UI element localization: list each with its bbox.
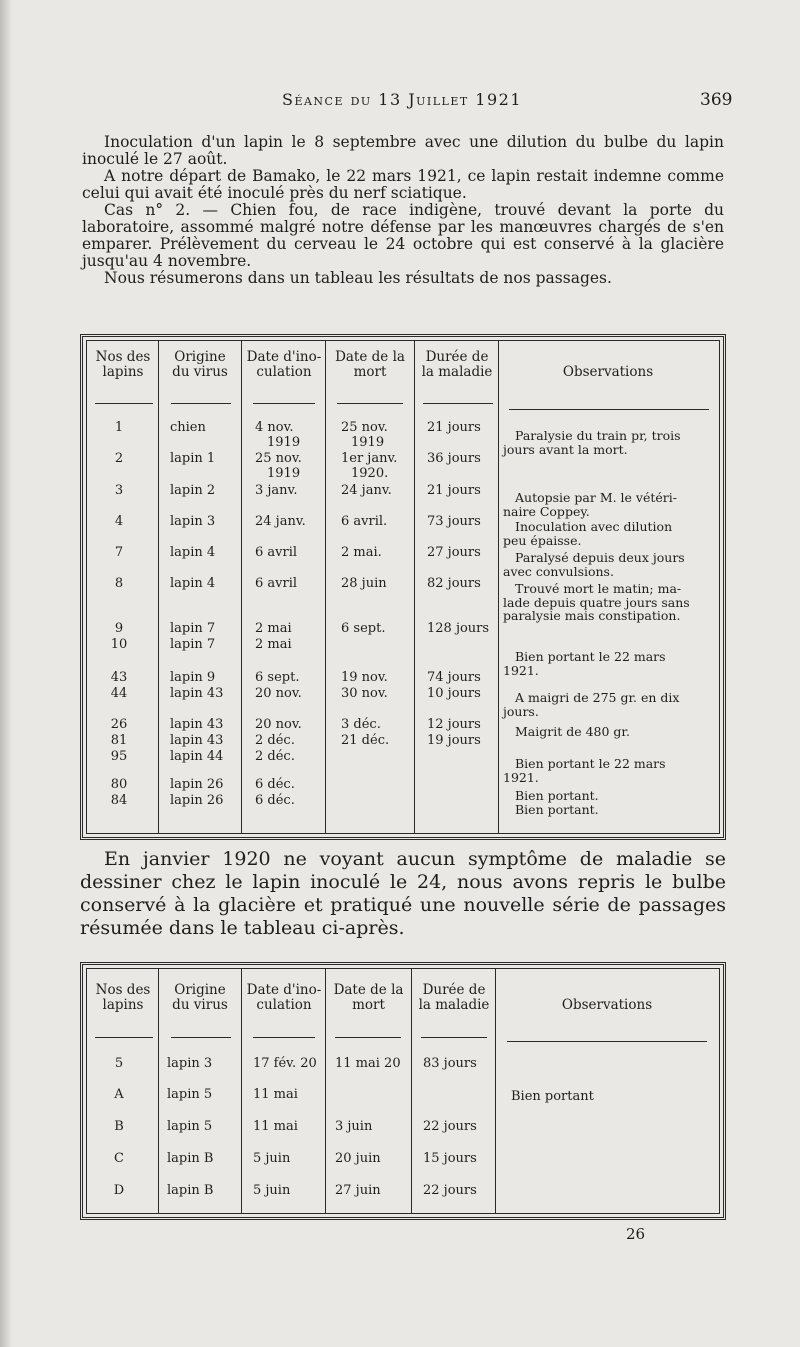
header-line: culation <box>256 997 312 1013</box>
observation-3 <box>503 520 717 547</box>
table-cell-duree: 15 jours <box>423 1151 477 1166</box>
table-cell-mort: 19 nov. <box>341 670 388 685</box>
observation-line: Bien portant. <box>515 788 599 803</box>
body-text-top <box>82 134 724 287</box>
observation-line: Bien portant le 22 mars <box>515 756 666 771</box>
table-cell-ino: 20 nov. <box>255 717 302 732</box>
paragraph: A notre départ de Bamako, le 22 mars 1921, ce lapin restait indemne comme celui qui avait été inoculé près du nerf sciatique. <box>82 167 724 202</box>
table-cell-origine: lapin 4 <box>170 545 216 560</box>
header-title: Séance du 13 Juillet 1921 <box>282 90 523 109</box>
header-duree <box>415 350 499 380</box>
table-cell-n: 84 <box>110 793 128 808</box>
table-cell-n: 95 <box>110 749 128 764</box>
header-inoculation <box>242 983 326 1013</box>
table-cell-n: 44 <box>110 686 128 701</box>
column-divider <box>241 341 242 833</box>
table-cell-mort: 27 juin <box>335 1183 381 1198</box>
observation-7 <box>503 691 717 718</box>
table-cell-ino2: 1919 <box>267 435 301 450</box>
column-divider <box>325 341 326 833</box>
table-cell-n: 9 <box>114 621 124 636</box>
table-cell-duree: 22 jours <box>423 1119 477 1134</box>
observation-line: 1921. <box>503 769 539 785</box>
header-rule <box>253 1037 315 1038</box>
observation-line: Maigrit de 480 gr. <box>515 724 631 739</box>
table-cell-duree: 82 jours <box>427 576 481 591</box>
table-cell-origine: lapin 3 <box>167 1056 213 1071</box>
observation-line: paralysie mais constipation. <box>503 608 681 623</box>
observation-line: Inoculation avec dilution <box>515 519 673 534</box>
table-cell-ino: 17 fév. 20 <box>253 1056 317 1071</box>
table-cell-duree: 21 jours <box>427 483 481 498</box>
body-text-middle <box>80 848 726 940</box>
table-cell-n: 26 <box>110 717 128 732</box>
table-cell-mort: 30 nov. <box>341 686 388 701</box>
table-cell-origine: lapin 3 <box>170 514 216 529</box>
header-line: Nos des <box>95 982 151 998</box>
header-line: lapins <box>102 364 144 380</box>
table-cell-mort2: 1919 <box>351 435 385 450</box>
header-line: Date d'ino- <box>246 982 322 998</box>
table-cell-n: 81 <box>110 733 128 748</box>
table-cell-mort: 24 janv. <box>341 483 392 498</box>
table-cell-n: 10 <box>110 637 128 652</box>
observation-cell: Bien portant <box>511 1089 594 1104</box>
table-cell-origine: lapin 44 <box>170 749 224 764</box>
observation-11 <box>503 803 717 817</box>
table-cell-mort: 21 déc. <box>341 733 390 748</box>
table-cell-mort: 6 sept. <box>341 621 386 636</box>
table-cell-ino: 2 déc. <box>255 733 295 748</box>
table-cell-ino: 2 mai <box>255 621 292 636</box>
header-lapins <box>89 983 157 1013</box>
table-cell-ino: 5 juin <box>253 1151 291 1166</box>
table-cell-origine: lapin 7 <box>170 637 216 652</box>
paragraph: En janvier 1920 ne voyant aucun symptôme de maladie se dessiner chez le lapin inoculé le 24, nous avons repris le bulbe conservé à la glacière et pratiqué une nouvelle série de passages résumée dans le tableau ci-après. <box>80 848 726 939</box>
header-rule <box>171 1037 231 1038</box>
table-cell-n: B <box>114 1119 124 1134</box>
header-rule <box>509 409 709 410</box>
observation-line: Autopsie par M. le vétéri- <box>515 490 678 505</box>
paragraph: Nous résumerons dans un tableau les résultats de nos passages. <box>104 269 612 287</box>
column-divider <box>158 341 159 833</box>
table-cell-origine: lapin 2 <box>170 483 216 498</box>
observation-6 <box>503 650 717 677</box>
table-cell-n: 7 <box>114 545 124 560</box>
table-cell-mort: 28 juin <box>341 576 387 591</box>
header-line: mort <box>352 997 385 1013</box>
header-mort <box>326 350 414 380</box>
table-cell-duree: 36 jours <box>427 451 481 466</box>
table-cell-n: 8 <box>114 576 124 591</box>
table-cell-origine: lapin 4 <box>170 576 216 591</box>
header-line: Nos des <box>95 349 151 365</box>
observation-line: Paralysé depuis deux jours <box>515 550 685 565</box>
table-cell-ino: 11 mai <box>253 1119 298 1134</box>
table-cell-n: 1 <box>114 420 124 435</box>
header-rule <box>421 1037 487 1038</box>
table-cell-origine: lapin 1 <box>170 451 216 466</box>
header-line: Durée de <box>425 349 489 365</box>
table-cell-origine: lapin 5 <box>167 1119 213 1134</box>
header-inoculation <box>242 350 326 380</box>
table-cell-duree: 74 jours <box>427 670 481 685</box>
table-cell-duree: 128 jours <box>427 621 490 636</box>
table-cell-ino: 3 janv. <box>255 483 298 498</box>
table-cell-ino: 11 mai <box>253 1087 298 1102</box>
column-divider <box>498 341 499 833</box>
table-cell-origine: chien <box>170 420 206 435</box>
header-observations <box>496 998 718 1013</box>
table-cell-n: 80 <box>110 777 128 792</box>
observation-4 <box>503 551 717 578</box>
table-cell-ino2: 1919 <box>267 466 301 481</box>
table-cell-ino: 20 nov. <box>255 686 302 701</box>
observation-line: avec convulsions. <box>503 563 614 579</box>
observation-8 <box>503 725 717 739</box>
table-cell-origine: lapin B <box>167 1183 214 1198</box>
table-cell-origine: lapin 7 <box>170 621 216 636</box>
header-line: Origine <box>174 349 226 365</box>
header-line: Date d'ino- <box>246 349 322 365</box>
table-cell-mort: 25 nov. <box>341 420 388 435</box>
table-cell-n: A <box>114 1087 124 1102</box>
table-cell-ino: 2 mai <box>255 637 292 652</box>
table-cell-n: 4 <box>114 514 124 529</box>
observation-line: A maigri de 275 gr. en dix <box>515 690 680 705</box>
table-cell-duree: 19 jours <box>427 733 481 748</box>
table-cell-origine: lapin 43 <box>170 686 224 701</box>
table-cell-origine: lapin 26 <box>170 777 224 792</box>
table-cell-n: 2 <box>114 451 124 466</box>
table-cell-mort: 1er janv. <box>341 451 398 466</box>
table-cell-mort: 2 mai. <box>341 545 382 560</box>
results-table-1 <box>80 334 726 840</box>
header-line: la maladie <box>421 364 493 380</box>
header-observations <box>499 365 717 380</box>
table-cell-ino: 4 nov. <box>255 420 294 435</box>
header-lapins <box>89 350 157 380</box>
column-divider <box>414 341 415 833</box>
table-cell-ino: 6 déc. <box>255 777 295 792</box>
header-rule <box>171 403 231 404</box>
observation-line: lade depuis quatre jours sans <box>503 594 690 610</box>
table-cell-origine: lapin 43 <box>170 733 224 748</box>
header-line: Origine <box>174 982 226 998</box>
header-line: mort <box>353 364 387 380</box>
table-cell-mort2: 1920. <box>351 466 389 481</box>
table-cell-duree: 21 jours <box>427 420 481 435</box>
header-line: du virus <box>172 997 228 1013</box>
header-origine <box>159 350 241 380</box>
signature-mark: 26 <box>626 1225 646 1243</box>
header-rule <box>95 1037 153 1038</box>
header-duree <box>412 983 496 1013</box>
table-cell-ino: 25 nov. <box>255 451 302 466</box>
paragraph: Inoculation d'un lapin le 8 septembre avec une dilution du bulbe du lapin inoculé le 27 août. <box>82 133 724 168</box>
observation-line: jours. <box>503 703 539 719</box>
observation-line: peu épaisse. <box>503 532 582 548</box>
table-cell-n: D <box>113 1183 125 1198</box>
running-header <box>0 88 800 114</box>
observation-9 <box>503 757 717 784</box>
table-cell-ino: 24 janv. <box>255 514 306 529</box>
page-binding-shadow <box>0 0 12 1347</box>
table-cell-mort: 3 déc. <box>341 717 381 732</box>
table-cell-origine: lapin B <box>167 1151 214 1166</box>
table-cell-n: 3 <box>114 483 124 498</box>
observation-10 <box>503 789 717 803</box>
observation-line: naire Coppey. <box>503 503 590 519</box>
observation-1 <box>503 429 717 456</box>
observation-2 <box>503 491 717 518</box>
table-cell-ino: 5 juin <box>253 1183 291 1198</box>
header-rule <box>253 403 315 404</box>
header-line: Observations <box>561 997 653 1013</box>
observation-line: Bien portant. <box>515 802 599 817</box>
table-cell-mort: 20 juin <box>335 1151 381 1166</box>
header-rule <box>335 1037 401 1038</box>
observation-line: Trouvé mort le matin; ma- <box>515 581 682 596</box>
table-cell-origine: lapin 5 <box>167 1087 213 1102</box>
table-cell-duree: 73 jours <box>427 514 481 529</box>
page-number: 369 <box>700 90 733 110</box>
table-cell-duree: 83 jours <box>423 1056 477 1071</box>
table-cell-origine: lapin 26 <box>170 793 224 808</box>
header-rule <box>507 1041 707 1042</box>
header-line: culation <box>256 364 312 380</box>
results-table-2 <box>80 962 726 1220</box>
table-cell-mort: 6 avril. <box>341 514 388 529</box>
observation-line: jours avant la mort. <box>503 441 628 457</box>
table-cell-origine: lapin 43 <box>170 717 224 732</box>
header-origine <box>159 983 241 1013</box>
table-cell-ino: 6 avril <box>255 576 298 591</box>
observation-line: 1921. <box>503 662 539 678</box>
table-cell-n: C <box>114 1151 124 1166</box>
table-cell-n: 43 <box>110 670 128 685</box>
table-cell-ino: 6 déc. <box>255 793 295 808</box>
header-line: Date de la <box>333 982 404 998</box>
paragraph: Cas n° 2. — Chien fou, de race indigène, trouvé devant la porte du laboratoire, assommé malgré notre défense par les manœuvres chargés de s'en emparer. Prélèvement du cerveau le 24 octobre qui est conservé à la glacière jusqu'au 4 novembre. <box>82 201 724 270</box>
header-line: Observations <box>562 364 654 380</box>
table-cell-duree: 12 jours <box>427 717 481 732</box>
header-rule <box>337 403 403 404</box>
table-cell-origine: lapin 9 <box>170 670 216 685</box>
header-line: lapins <box>102 997 144 1013</box>
table-cell-duree: 27 jours <box>427 545 481 560</box>
table-cell-n: 5 <box>114 1056 124 1071</box>
header-line: du virus <box>172 364 228 380</box>
header-mort <box>326 983 411 1013</box>
header-line: Date de la <box>335 349 405 365</box>
observation-5 <box>503 582 717 623</box>
header-line: la maladie <box>418 997 490 1013</box>
table-cell-duree: 10 jours <box>427 686 481 701</box>
header-line: Durée de <box>422 982 486 998</box>
observation-line: Bien portant le 22 mars <box>515 649 666 664</box>
table-cell-mort: 3 juin <box>335 1119 373 1134</box>
header-rule <box>423 403 493 404</box>
table-cell-duree: 22 jours <box>423 1183 477 1198</box>
table-cell-mort: 11 mai 20 <box>335 1056 401 1071</box>
header-rule <box>95 403 153 404</box>
table-cell-ino: 6 sept. <box>255 670 300 685</box>
table-cell-ino: 6 avril <box>255 545 298 560</box>
table-cell-ino: 2 déc. <box>255 749 295 764</box>
observation-line: Paralysie du train pr, trois <box>515 428 681 443</box>
